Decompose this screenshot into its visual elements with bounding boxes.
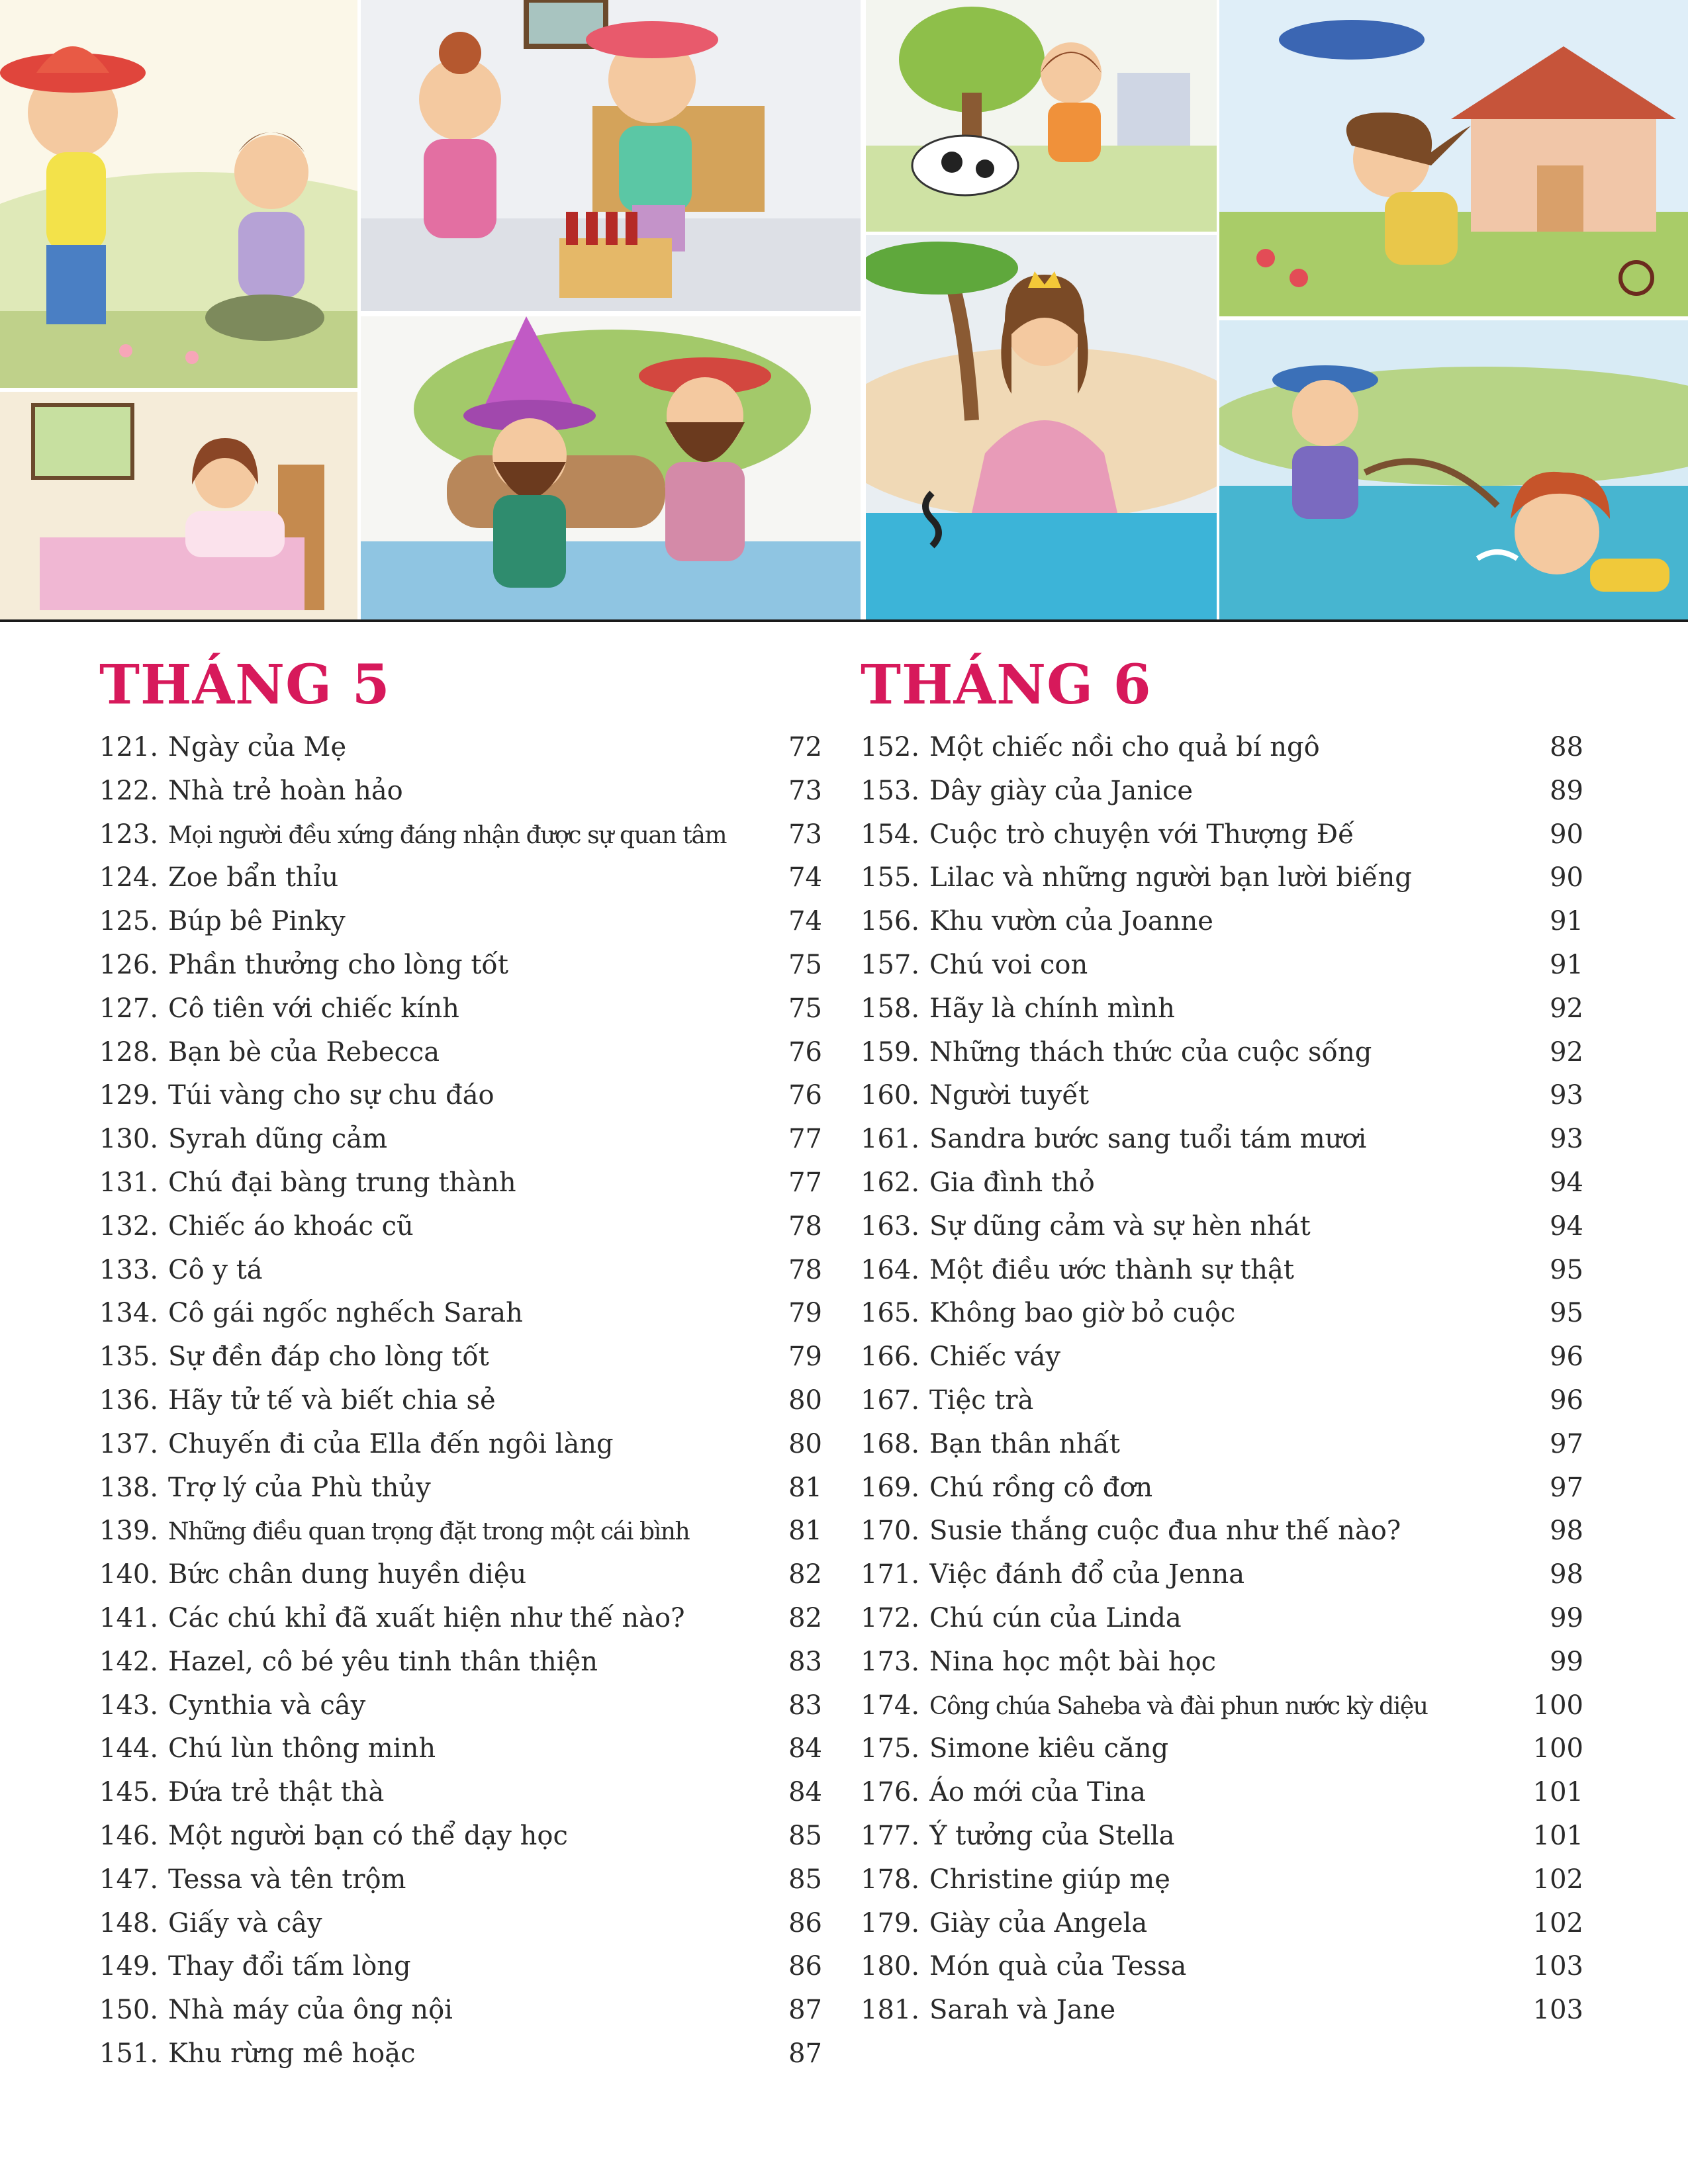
toc-entry-title: Đứa trẻ thật thà <box>168 1777 385 1808</box>
toc-entry <box>861 770 1583 813</box>
month-heading-may: THÁNG 5 <box>99 653 391 717</box>
toc-entry <box>99 856 822 900</box>
toc-entry <box>99 1945 822 1989</box>
toc-entry-page: 102 <box>1532 1907 1583 1938</box>
toc-entry-title: Người tuyết <box>929 1080 1090 1111</box>
illustration-grid <box>0 0 1688 622</box>
toc-entry <box>861 1074 1583 1118</box>
toc-entry-page: 95 <box>1550 1254 1583 1285</box>
toc-entry-title: Chú rồng cô đơn <box>929 1472 1153 1503</box>
toc-entry-page: 85 <box>788 1864 822 1895</box>
toc-entry-page: 88 <box>1550 732 1583 762</box>
toc-entry-title: Bức chân dung huyền diệu <box>168 1559 527 1590</box>
toc-entry <box>99 1423 822 1467</box>
toc-entry-page: 90 <box>1550 819 1583 850</box>
toc-entry <box>861 1989 1583 2032</box>
toc-entry <box>861 1161 1583 1205</box>
toc-entry-title: Chú lùn thông minh <box>168 1733 436 1764</box>
toc-entry-page: 82 <box>788 1559 822 1590</box>
toc-entry-title: Bạn thân nhất <box>929 1428 1120 1459</box>
toc-entry <box>99 770 822 813</box>
toc-entry-number: 131. <box>99 1167 159 1198</box>
toc-entry-number: 173. <box>861 1646 920 1677</box>
toc-entry-page: 73 <box>788 819 822 850</box>
toc-entry <box>861 1771 1583 1815</box>
toc-entry <box>861 1510 1583 1553</box>
toc-entry-number: 132. <box>99 1210 159 1242</box>
toc-entry-title: Phần thưởng cho lòng tốt <box>168 949 508 980</box>
toc-entry-page: 100 <box>1532 1690 1583 1721</box>
toc-entry-title: Lilac và những người bạn lười biếng <box>929 862 1412 893</box>
toc-entry <box>861 900 1583 944</box>
toc-entry <box>861 1379 1583 1423</box>
toc-entry-title: Hãy là chính mình <box>929 993 1175 1024</box>
toc-entry-number: 162. <box>861 1167 920 1198</box>
toc-entry-page: 82 <box>788 1602 822 1633</box>
toc-entry-number: 172. <box>861 1602 920 1633</box>
toc-entry-number: 157. <box>861 949 920 980</box>
toc-entry-number: 161. <box>861 1124 920 1155</box>
toc-entry <box>861 1641 1583 1684</box>
toc-entry-page: 76 <box>788 1080 822 1111</box>
toc-entry-page: 84 <box>788 1733 822 1764</box>
toc-entry-title: Syrah dũng cảm <box>168 1124 388 1155</box>
toc-entry-number: 151. <box>99 2038 159 2069</box>
toc-entry-title: Tiệc trà <box>929 1385 1034 1416</box>
toc-entry-number: 178. <box>861 1864 920 1895</box>
toc-entry-page: 99 <box>1550 1602 1583 1633</box>
toc-entry <box>99 1684 822 1728</box>
toc-entry-number: 123. <box>99 819 159 850</box>
toc-entry-page: 85 <box>788 1820 822 1851</box>
toc-entry-number: 122. <box>99 775 159 806</box>
toc-entry <box>861 1727 1583 1771</box>
toc-entry-page: 97 <box>1550 1428 1583 1459</box>
toc-entry-title: Túi vàng cho sự chu đáo <box>168 1080 494 1111</box>
toc-entry-title: Chú cún của Linda <box>929 1602 1182 1633</box>
toc-entry-number: 156. <box>861 906 920 937</box>
illustration-bottom-border <box>0 619 1688 622</box>
toc-entry-title: Chú đại bàng trung thành <box>168 1167 516 1198</box>
toc-entry-title: Sandra bước sang tuổi tám mươi <box>929 1124 1367 1155</box>
toc-entry-page: 81 <box>788 1516 822 1547</box>
toc-entry-number: 181. <box>861 1995 920 2026</box>
toc-entry-title: Chuyến đi của Ella đến ngôi làng <box>168 1428 614 1459</box>
toc-entry-number: 146. <box>99 1820 159 1851</box>
toc-entry-title: Christine giúp mẹ <box>929 1864 1170 1895</box>
toc-entry-page: 92 <box>1550 993 1583 1024</box>
toc-entry-number: 179. <box>861 1907 920 1938</box>
toc-entry <box>861 944 1583 987</box>
toc-entry-number: 165. <box>861 1298 920 1329</box>
toc-entry-page: 101 <box>1532 1820 1583 1851</box>
toc-entry-title: Những thách thức của cuộc sống <box>929 1036 1372 1068</box>
toc-entry-page: 90 <box>1550 862 1583 893</box>
toc-entry-page: 94 <box>1550 1210 1583 1242</box>
toc-entry-number: 145. <box>99 1777 159 1808</box>
toc-entry-page: 75 <box>788 993 822 1024</box>
toc-entry-page: 103 <box>1532 1995 1583 2026</box>
toc-entry <box>861 856 1583 900</box>
toc-entry-number: 141. <box>99 1602 159 1633</box>
toc-entry-number: 121. <box>99 732 159 762</box>
toc-entry-number: 129. <box>99 1080 159 1111</box>
toc-entry-page: 83 <box>788 1690 822 1721</box>
toc-entry-number: 126. <box>99 949 159 980</box>
toc-list-june <box>861 726 1583 2032</box>
toc-entry-number: 135. <box>99 1342 159 1373</box>
toc-entry-page: 93 <box>1550 1124 1583 1155</box>
toc-entry <box>861 1205 1583 1249</box>
toc-entry-page: 78 <box>788 1210 822 1242</box>
toc-entry-title: Trợ lý của Phù thủy <box>168 1472 431 1503</box>
toc-entry <box>99 2032 822 2076</box>
toc-entry-title: Thay đổi tấm lòng <box>168 1951 411 1982</box>
illustration-girls-garden <box>0 0 357 388</box>
toc-entry-number: 139. <box>99 1516 159 1547</box>
toc-entry-title: Chú voi con <box>929 949 1088 980</box>
toc-entry-title: Simone kiêu căng <box>929 1733 1169 1764</box>
toc-entry-title: Sự đền đáp cho lòng tốt <box>168 1342 489 1373</box>
toc-entry <box>99 1467 822 1510</box>
toc-entry <box>99 900 822 944</box>
toc-entry <box>99 1727 822 1771</box>
month-heading-june: THÁNG 6 <box>861 653 1152 717</box>
toc-entry-title: Nina học một bài học <box>929 1646 1217 1677</box>
toc-entry <box>861 987 1583 1031</box>
toc-entry <box>99 1989 822 2032</box>
illustration-rescue-water <box>1219 320 1688 622</box>
toc-entry <box>861 1945 1583 1989</box>
toc-entry-number: 138. <box>99 1472 159 1503</box>
toc-entry-page: 102 <box>1532 1864 1583 1895</box>
toc-entry-number: 140. <box>99 1559 159 1590</box>
toc-entry-title: Cô tiên với chiếc kính <box>168 993 459 1024</box>
toc-entry <box>99 1510 822 1553</box>
toc-entry-number: 143. <box>99 1690 159 1721</box>
toc-entry <box>99 1815 822 1858</box>
toc-entry-page: 86 <box>788 1951 822 1982</box>
toc-entry <box>861 1597 1583 1641</box>
toc-entry-title: Ý tưởng của Stella <box>929 1820 1175 1851</box>
toc-entry-number: 150. <box>99 1995 159 2026</box>
toc-entry-page: 83 <box>788 1646 822 1677</box>
toc-entry-title: Chiếc áo khoác cũ <box>168 1210 414 1242</box>
toc-entry-title: Giày của Angela <box>929 1907 1148 1938</box>
illustration-girl-cow <box>866 0 1217 232</box>
toc-entry <box>99 1031 822 1075</box>
toc-entry-page: 99 <box>1550 1646 1583 1677</box>
toc-entry-page: 98 <box>1550 1516 1583 1547</box>
toc-entry-page: 73 <box>788 775 822 806</box>
toc-entry <box>99 1161 822 1205</box>
illustration-princess-water <box>866 235 1217 622</box>
toc-entry-page: 103 <box>1532 1951 1583 1982</box>
illustration-two-dwarves <box>361 316 861 622</box>
toc-entry-title: Chiếc váy <box>929 1342 1060 1373</box>
toc-entry-title: Một điều ước thành sự thật <box>929 1254 1294 1285</box>
toc-entry-page: 76 <box>788 1036 822 1068</box>
toc-entry <box>99 1597 822 1641</box>
toc-entry-page: 93 <box>1550 1080 1583 1111</box>
toc-entry-number: 147. <box>99 1864 159 1895</box>
toc-entry-number: 127. <box>99 993 159 1024</box>
toc-entry <box>99 1641 822 1684</box>
toc-entry-number: 148. <box>99 1907 159 1938</box>
toc-entry-number: 152. <box>861 732 920 762</box>
toc-entry-page: 77 <box>788 1124 822 1155</box>
toc-entry-title: Cuộc trò chuyện với Thượng Đế <box>929 819 1354 850</box>
toc-entry-title: Cô y tá <box>168 1254 263 1285</box>
toc-entry-title: Việc đánh đổ của Jenna <box>929 1559 1245 1590</box>
toc-entry-page: 95 <box>1550 1298 1583 1329</box>
toc-entry-title: Susie thắng cuộc đua như thế nào? <box>929 1516 1401 1547</box>
toc-entry-page: 84 <box>788 1777 822 1808</box>
toc-entry-number: 163. <box>861 1210 920 1242</box>
toc-entry-title: Ngày của Mẹ <box>168 732 347 762</box>
toc-entry <box>99 1379 822 1423</box>
toc-entry-page: 101 <box>1532 1777 1583 1808</box>
toc-entry-number: 136. <box>99 1385 159 1416</box>
toc-entry <box>861 1815 1583 1858</box>
toc-entry-page: 91 <box>1550 906 1583 937</box>
toc-entry-title: Gia đình thỏ <box>929 1167 1095 1198</box>
toc-column-june <box>861 652 1583 2032</box>
toc-entry-page: 100 <box>1532 1733 1583 1764</box>
toc-entry <box>99 1771 822 1815</box>
toc-entry-title: Cô gái ngốc nghếch Sarah <box>168 1298 523 1329</box>
toc-entry-title: Các chú khỉ đã xuất hiện như thế nào? <box>168 1602 685 1633</box>
toc-entry-page: 91 <box>1550 949 1583 980</box>
illustration-girl-wind-house <box>1219 0 1688 316</box>
toc-entry-number: 180. <box>861 1951 920 1982</box>
toc-entry <box>861 726 1583 770</box>
toc-entry <box>861 1467 1583 1510</box>
toc-entry-title: Sự dũng cảm và sự hèn nhát <box>929 1210 1311 1242</box>
toc-entry-title: Không bao giờ bỏ cuộc <box>929 1298 1236 1329</box>
toc-entry-number: 149. <box>99 1951 159 1982</box>
toc-entry-title: Dây giày của Janice <box>929 775 1194 806</box>
toc-entry <box>99 1336 822 1379</box>
toc-entry-title: Hãy tử tế và biết chia sẻ <box>168 1385 496 1416</box>
toc-entry-number: 171. <box>861 1559 920 1590</box>
toc-entry <box>99 1074 822 1118</box>
toc-entry <box>861 1031 1583 1075</box>
toc-entry-number: 137. <box>99 1428 159 1459</box>
toc-entry <box>99 1902 822 1946</box>
toc-entry-page: 79 <box>788 1298 822 1329</box>
toc-entry-number: 177. <box>861 1820 920 1851</box>
toc-entry-title: Zoe bẩn thỉu <box>168 862 339 893</box>
toc-entry-title: Búp bê Pinky <box>168 906 346 937</box>
toc-entry <box>99 987 822 1031</box>
toc-entry <box>861 1553 1583 1597</box>
illustration-girls-bottles <box>361 0 861 311</box>
toc-entry-page: 74 <box>788 906 822 937</box>
toc-entry-number: 168. <box>861 1428 920 1459</box>
toc-entry-number: 170. <box>861 1516 920 1547</box>
toc-entry-page: 81 <box>788 1472 822 1503</box>
toc-entry-title: Những điều quan trọng đặt trong một cái bình <box>168 1518 690 1546</box>
toc-entry-title: Khu vườn của Joanne <box>929 906 1213 937</box>
toc-entry-page: 87 <box>788 1995 822 2026</box>
toc-entry-page: 89 <box>1550 775 1583 806</box>
toc-entry-number: 153. <box>861 775 920 806</box>
toc-entry <box>99 1553 822 1597</box>
toc-entry-page: 77 <box>788 1167 822 1198</box>
toc-entry-title: Một người bạn có thể dạy học <box>168 1820 568 1851</box>
toc-entry-number: 144. <box>99 1733 159 1764</box>
toc-entry <box>861 1292 1583 1336</box>
toc-entry-page: 74 <box>788 862 822 893</box>
toc-entry-title: Khu rừng mê hoặc <box>168 2038 416 2069</box>
toc-entry-page: 80 <box>788 1428 822 1459</box>
toc-entry-number: 174. <box>861 1690 920 1721</box>
toc-entry <box>861 1423 1583 1467</box>
toc-entry-title: Giấy và cây <box>168 1907 322 1938</box>
toc-entry-number: 133. <box>99 1254 159 1285</box>
toc-entry-number: 164. <box>861 1254 920 1285</box>
toc-entry-number: 158. <box>861 993 920 1024</box>
toc-entry-title: Món quà của Tessa <box>929 1951 1187 1982</box>
toc-entry-title: Hazel, cô bé yêu tinh thân thiện <box>168 1646 598 1677</box>
toc-entry-page: 86 <box>788 1907 822 1938</box>
toc-entry-page: 78 <box>788 1254 822 1285</box>
toc-entry <box>861 1902 1583 1946</box>
toc-entry <box>99 944 822 987</box>
toc-entry-title: Nhà trẻ hoàn hảo <box>168 775 403 806</box>
toc-entry-page: 80 <box>788 1385 822 1416</box>
toc-entry-title: Sarah và Jane <box>929 1995 1116 2026</box>
toc-entry-number: 166. <box>861 1342 920 1373</box>
toc-entry-number: 169. <box>861 1472 920 1503</box>
toc-entry-number: 175. <box>861 1733 920 1764</box>
toc-entry-page: 87 <box>788 2038 822 2069</box>
toc-entry-page: 96 <box>1550 1385 1583 1416</box>
toc-entry <box>861 1684 1583 1728</box>
toc-list-may <box>99 726 822 2076</box>
toc-entry-page: 92 <box>1550 1036 1583 1068</box>
toc-entry-number: 176. <box>861 1777 920 1808</box>
toc-entry-title: Một chiếc nồi cho quả bí ngô <box>929 732 1320 762</box>
toc-entry-title: Công chúa Saheba và đài phun nước kỳ diệu <box>929 1692 1428 1720</box>
toc-entry-number: 159. <box>861 1036 920 1068</box>
toc-entry-title: Cynthia và cây <box>168 1690 366 1721</box>
toc-entry <box>99 1292 822 1336</box>
toc-entry <box>861 1858 1583 1902</box>
toc-entry-title: Bạn bè của Rebecca <box>168 1036 440 1068</box>
toc-entry-title: Tessa và tên trộm <box>168 1864 406 1895</box>
toc-entry-title: Áo mới của Tina <box>929 1777 1147 1808</box>
toc-entry-page: 96 <box>1550 1342 1583 1373</box>
toc-entry <box>861 1118 1583 1161</box>
toc-entry-number: 124. <box>99 862 159 893</box>
toc-entry-page: 94 <box>1550 1167 1583 1198</box>
toc-entry <box>861 813 1583 857</box>
toc-entry-number: 160. <box>861 1080 920 1111</box>
toc-entry <box>861 1336 1583 1379</box>
toc-entry <box>99 1205 822 1249</box>
toc-entry <box>861 1249 1583 1293</box>
toc-entry-number: 125. <box>99 906 159 937</box>
toc-entry <box>99 1858 822 1902</box>
toc-entry <box>99 1118 822 1161</box>
toc-entry-page: 79 <box>788 1342 822 1373</box>
toc-entry-number: 128. <box>99 1036 159 1068</box>
toc-entry <box>99 1249 822 1293</box>
toc-entry-number: 134. <box>99 1298 159 1329</box>
toc-entry-title: Nhà máy của ông nội <box>168 1995 453 2026</box>
toc-entry-page: 98 <box>1550 1559 1583 1590</box>
toc-entry-number: 142. <box>99 1646 159 1677</box>
toc-entry-number: 154. <box>861 819 920 850</box>
toc-entry <box>99 726 822 770</box>
toc-column-may <box>99 652 822 2076</box>
toc-entry-page: 97 <box>1550 1472 1583 1503</box>
toc-entry-number: 130. <box>99 1124 159 1155</box>
toc-entry-number: 155. <box>861 862 920 893</box>
toc-entry <box>99 813 822 857</box>
toc-entry-number: 167. <box>861 1385 920 1416</box>
toc-entry-title: Mọi người đều xứng đáng nhận được sự quan tâm <box>168 821 727 849</box>
illustration-girl-bed <box>0 392 357 622</box>
toc-entry-page: 75 <box>788 949 822 980</box>
toc-entry-page: 72 <box>788 732 822 762</box>
